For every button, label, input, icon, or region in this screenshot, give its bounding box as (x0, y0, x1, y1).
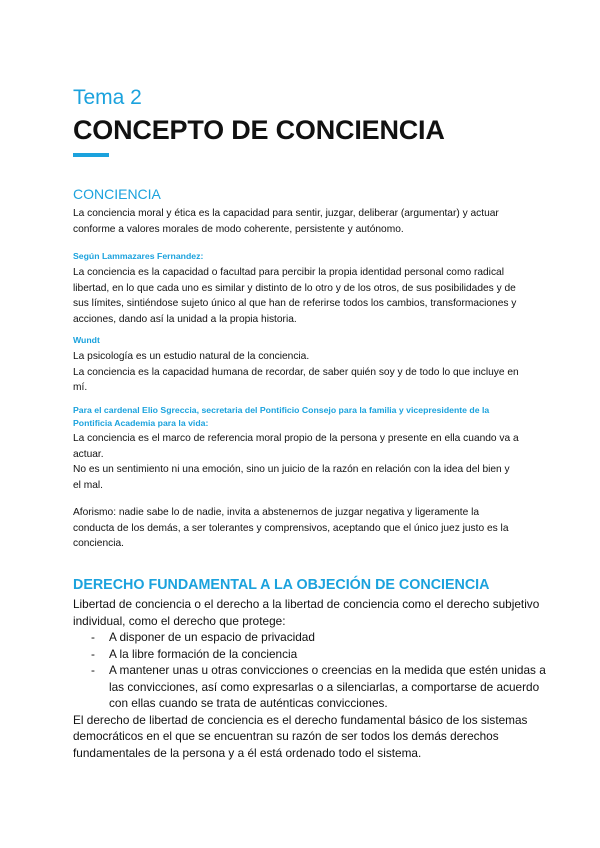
paragraph-aforismo (73, 505, 559, 552)
text-line: No es un sentimiento ni una emoción, sino un juicio de la razón en relación con la idea del bien y (73, 464, 510, 475)
text-line: Libertad de conciencia o el derecho a la libertad de conciencia como el derecho subjetivo (73, 597, 540, 611)
text-line: Aforismo: nadie sabe lo de nadie, invita a abstenernos de juzgar negativa y ligeramente la (73, 507, 480, 518)
section-body-objecion (73, 596, 559, 761)
paragraph-lammazares (73, 250, 559, 327)
text-line: sus límites, sintiéndose sujeto único al que han de referirse todos los cambios, transformaciones y (73, 298, 517, 309)
author-label: Según Lammazares Fernandez: (73, 251, 204, 261)
text-line: La psicología es un estudio natural de la conciencia. (73, 351, 310, 362)
text-line: conforme a valores morales de modo coherente, persistente y autónomo. (73, 223, 404, 235)
list-item (73, 662, 559, 712)
text-line: libertad, en lo que cada uno es similar y distinto de lo otro y de los otros, de sus posibilidades y de (73, 282, 516, 294)
paragraph-intro (73, 206, 559, 237)
list-item-text: las convicciones, así como expresarlas o a silenciarlas, a comportarse de acuerdo (109, 679, 540, 694)
page-title: CONCEPTO DE CONCIENCIA (73, 115, 445, 145)
paragraph-sgreccia (73, 404, 559, 493)
text-line: La conciencia es el marco de referencia moral propio de la persona y presente en ella cuando va a (73, 433, 519, 444)
text-line: mí. (73, 382, 88, 393)
author-label: Wundt (73, 335, 100, 345)
text-line: La conciencia es la capacidad o facultad para percibir la propia identidad personal como radical (73, 267, 504, 278)
topic-label: Tema 2 (73, 86, 142, 109)
title-accent-rule (73, 153, 109, 157)
section-heading-objecion: DERECHO FUNDAMENTAL A LA OBJECIÓN DE CONCIENCIA (73, 577, 490, 593)
dash-bullet: - (91, 646, 95, 661)
text-line: El derecho de libertad de conciencia es el derecho fundamental básico de los sistemas (73, 712, 528, 727)
list-item-text: A la libre formación de la conciencia (109, 646, 298, 661)
list-item-text: con ellas cuando se trata de auténticas convicciones. (109, 696, 388, 710)
text-line: fundamentales de la persona y a él está ordenado todo el sistema. (73, 745, 422, 760)
list-item-text: A disponer de un espacio de privacidad (109, 630, 315, 644)
author-label: Pontificia Academia para la vida: (73, 418, 209, 428)
text-line: actuar. (73, 448, 104, 460)
dash-bullet: - (91, 630, 95, 644)
text-line: acciones, dando así la unidad a la propia historia. (73, 313, 297, 325)
dash-bullet: - (91, 663, 95, 677)
paragraph-wundt (73, 334, 559, 396)
rights-list (73, 629, 559, 712)
list-item (73, 646, 559, 663)
text-line: conciencia. (73, 538, 124, 549)
text-line: La conciencia moral y ética es la capacidad para sentir, juzgar, deliberar (argumentar) y actuar (73, 208, 499, 219)
list-item (73, 629, 559, 646)
section-heading-conciencia: CONCIENCIA (73, 186, 161, 202)
text-line: conducta de los demás, a ser tolerantes y comprensivos, aceptando que el único juez justo es la (73, 522, 509, 534)
list-item-text: A mantener unas u otras convicciones o creencias en la medida que estén unidas a (109, 663, 546, 677)
text-line: La conciencia es la capacidad humana de recordar, de saber quién soy y de todo lo que incluye en (73, 366, 519, 378)
text-line: individual, como el derecho que protege: (73, 613, 286, 628)
text-line: el mal. (73, 479, 104, 491)
author-label: Para el cardenal Elio Sgreccia, secretaria del Pontificio Consejo para la familia y vicepresidente de la (73, 405, 490, 415)
text-line: democráticos en el que se encuentran su razón de ser todos los demás derechos (73, 729, 499, 743)
